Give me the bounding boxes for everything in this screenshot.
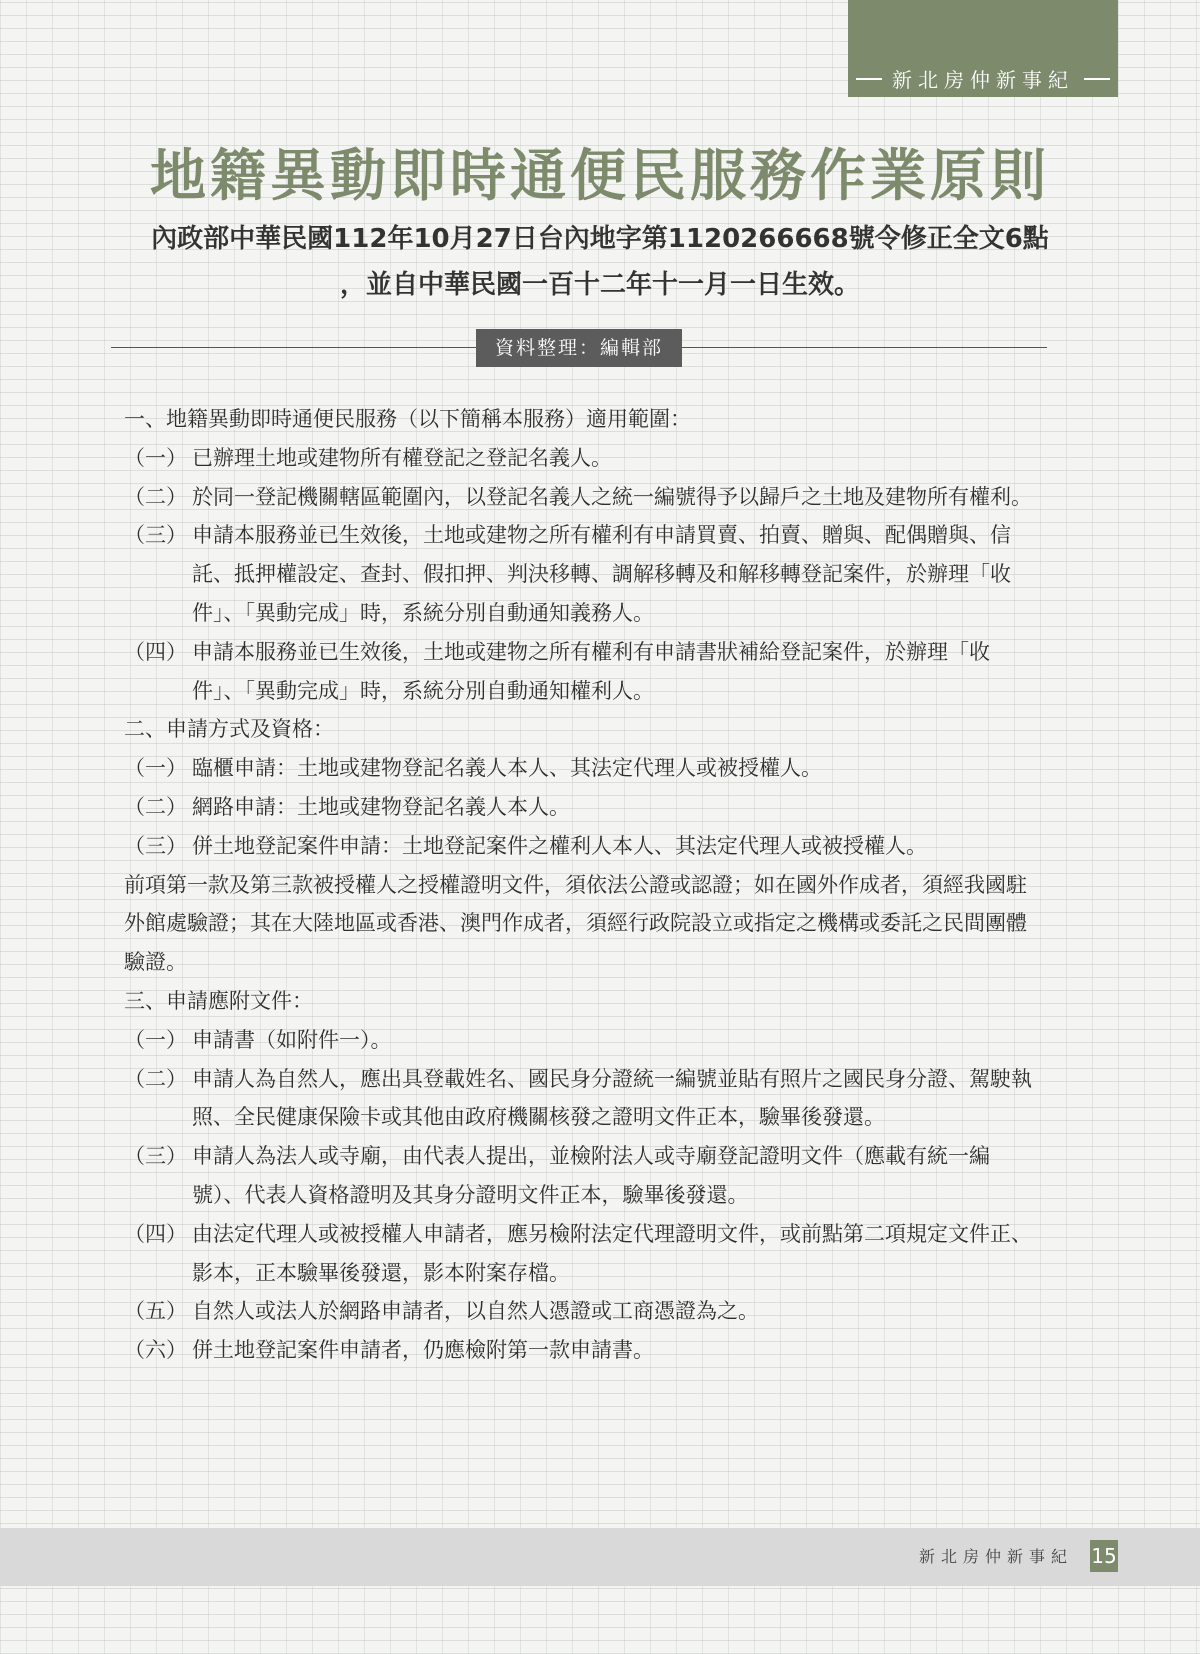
item-text: 申請書（如附件一）。 [192, 1027, 392, 1052]
section-tab-label-row [848, 64, 1118, 93]
list-item [124, 1331, 1034, 1370]
item-marker: （三） [124, 833, 187, 858]
item-marker: （一） [124, 1027, 187, 1052]
page-number: 15 [1090, 1540, 1118, 1572]
list-item [124, 1021, 1034, 1060]
subtitle-line-2: ，並自中華民國一百十二年十一月一日生效。 [339, 270, 860, 300]
item-text: 於同一登記機關轄區範圍內，以登記名義人之統一編號得予以歸戶之土地及建物所有權利。 [192, 484, 1032, 509]
item-text: 申請人為自然人，應出具登載姓名、國民身分證統一編號並貼有照片之國民身分證、駕駛執照、全民健康保險卡或其他由政府機關核發之證明文件正本，驗畢後發還。 [192, 1066, 1032, 1130]
item-text: 網路申請：土地或建物登記名義人本人。 [192, 794, 570, 819]
section-note: 前項第一款及第三款被授權人之授權證明文件，須依法公證或認證；如在國外作成者，須經我國駐外館處驗證；其在大陸地區或香港、澳門作成者，須經行政院設立或指定之機構或委託之民間團體驗證。 [124, 872, 1027, 975]
article-body [124, 400, 1034, 1370]
item-text: 申請人為法人或寺廟，由代表人提出，並檢附法人或寺廟登記證明文件（應載有統一編號）、代表人資格證明及其身分證明文件正本，驗畢後發還。 [192, 1144, 990, 1207]
section-heading: 一、地籍異動即時通便民服務（以下簡稱本服務）適用範圍： [124, 407, 691, 431]
item-marker: （二） [124, 484, 187, 509]
item-marker: （六） [124, 1338, 187, 1363]
list-item [124, 1060, 1034, 1138]
list-item [124, 1137, 1034, 1215]
list-item [124, 439, 1034, 478]
subtitle [100, 216, 1100, 308]
footer-publication-name: 新北房仲新事紀 [918, 1547, 1073, 1566]
page-footer [0, 1528, 1200, 1586]
list-item [124, 749, 1034, 788]
list-item [124, 516, 1034, 632]
item-text: 申請本服務並已生效後，土地或建物之所有權利有申請書狀補給登記案件，於辦理「收件」、「異動完成」時，系統分別自動通知權利人。 [192, 639, 990, 703]
section-tab-text: 新北房仲新事紀 [892, 68, 1074, 92]
item-marker: （三） [124, 523, 187, 548]
item-marker: （三） [124, 1144, 187, 1169]
list-item [124, 1215, 1034, 1293]
item-marker: （二） [124, 1066, 187, 1091]
item-text: 併土地登記案件申請者，仍應檢附第一款申請書。 [192, 1338, 654, 1363]
section-tab [848, 0, 1118, 97]
tab-dash-left [856, 78, 882, 80]
list-item [124, 633, 1034, 711]
list-item [124, 788, 1034, 827]
section-heading: 二、申請方式及資格： [124, 717, 334, 742]
subtitle-line-1: 內政部中華民國112年10月27日台內地字第1120266668號令修正全文6點 [151, 224, 1049, 254]
item-marker: （一） [124, 445, 187, 470]
item-text: 臨櫃申請：土地或建物登記名義人本人、其法定代理人或被授權人。 [192, 756, 822, 781]
page-title: 地籍異動即時通便民服務作業原則 [150, 144, 1050, 209]
list-item [124, 478, 1034, 517]
item-marker: （五） [124, 1299, 187, 1324]
credit-badge: 資料整理：編輯部 [476, 329, 682, 367]
item-text: 已辦理土地或建物所有權登記之登記名義人。 [192, 445, 612, 470]
item-text: 由法定代理人或被授權人申請者，應另檢附法定代理證明文件，或前點第二項規定文件正、影本，正本驗畢後發還，影本附案存檔。 [192, 1221, 1032, 1285]
item-text: 自然人或法人於網路申請者，以自然人憑證或工商憑證為之。 [192, 1299, 759, 1324]
item-marker: （一） [124, 756, 187, 781]
item-marker: （四） [124, 639, 187, 664]
section-heading: 三、申請應附文件： [124, 988, 313, 1013]
item-marker: （四） [124, 1221, 187, 1246]
item-text: 併土地登記案件申請：土地登記案件之權利人本人、其法定代理人或被授權人。 [192, 833, 927, 858]
tab-dash-right [1084, 78, 1110, 80]
item-text: 申請本服務並已生效後，土地或建物之所有權利有申請買賣、拍賣、贈與、配偶贈與、信託、抵押權設定、查封、假扣押、判決移轉、調解移轉及和解移轉登記案件，於辦理「收件」、「異動完成」時，系統分別自動通知義務人。 [192, 523, 1011, 625]
item-marker: （二） [124, 794, 187, 819]
list-item [124, 827, 1034, 866]
list-item [124, 1292, 1034, 1331]
